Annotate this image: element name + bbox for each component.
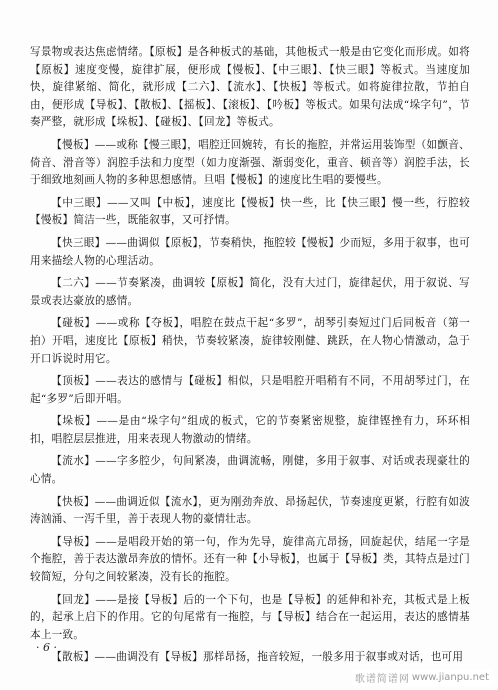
watermark-url: www.jianpu.net: [411, 672, 489, 683]
paragraph-ding-ban: 【顶板】——表达的感情与【碰板】相似，只是唱腔开唱稍有不同，不用胡琴过门，在起“多罗”后即开唱。: [30, 375, 470, 405]
watermark: [352, 669, 492, 686]
main-text: [30, 44, 470, 672]
paragraph-duo-ban: 【垛板】——是由“垛字句”组成的板式，它的节奏紧密规整，旋律铿挫有力，环环相扣，唱腔层层推进，用来表现人物激动的情绪。: [30, 415, 470, 445]
watermark-cn: 歌谱简谱网: [354, 674, 410, 685]
paragraph-hui-long: 【回龙】——是接【导板】后的一个下句，也是【导板】的延伸和补充，其板式是上板的，起承上启下的作用。它的句尾常有一拖腔，与【导板】结合在一起运用，表达的感情基本上一致。: [30, 593, 470, 641]
paragraph-er-liu: 【二六】——节奏紧凑，曲调较【原板】简化，没有大过门，旋律起伏，用于叙说、写景或表达豪放的感情。: [30, 277, 470, 307]
paragraph-man-ban: 【慢板】——或称【慢三眼】，唱腔迂回婉转，有长的拖腔，并常运用装饰型（如颤音、倚音、滑音等）润腔手法和力度型（如力度渐强、渐弱变化，重音、顿音等）润腔手法，长于细致地刻画人物的多种思想感情。旦唱【慢板】的速度比生唱的要慢些。: [30, 138, 470, 187]
paragraph-kuai-san-yan: 【快三眼】——曲调似【原板】，节奏稍快，拖腔较【慢板】少而短，多用于叙事，也可用来描绘人物的心理活动。: [30, 236, 470, 267]
paragraph-kuai-ban: 【快板】——曲调近似【流水】，更为刚劲奔放、昂扬起伏，节奏速度更紧，行腔有如波涛汹涌、一泻千里，善于表现人物的豪情壮志。: [30, 495, 470, 526]
paragraph-dao-ban: 【导板】——是唱段开始的第一句，作为先导，旋律高亢昂扬，回旋起伏，结尾一字是个拖腔，善于表达激昂奔放的情怀。还有一种【小导板】，也属于【导板】类，其特点是过门较简短，分句之间较紧凑，没有长的拖腔。: [30, 535, 470, 584]
paragraph-liu-shui: 【流水】——字多腔少，句间紧凑，曲调流畅，刚健，多用于叙事、对话或表现豪壮的心情。: [30, 455, 470, 486]
paragraph-zhong-san-yan: 【中三眼】——又叫【中板】，速度比【慢板】快一些，比【快三眼】慢一些，行腔较【慢板】简洁一些，既能叙事，又可抒情。: [30, 196, 470, 227]
paragraph-intro: 写景物或表达焦虑情绪。【原板】是各种板式的基础，其他板式一般是由它变化而形成。如将【原板】速度变慢，旋律扩展，便形成【慢板】、【中三眼】、【快三眼】等板式。当速度加快，旋律紧缩、简化，就形成【二六】、【流水】、【快板】等板式。如将旋律拉散，节拍自由，便形成【导板】、【散板】、【摇板】、【滚板】、【吟板】等板式。如果句法成“垛字句”，节奏严整，就形成【垛板】、【碰板】、【回龙】等板式。: [30, 46, 470, 129]
paragraph-san-ban: 【散板】——曲调没有【导板】那样昂扬，拖音较短，一般多用于叙事或对话，也可用: [51, 651, 464, 664]
paragraph-peng-ban: 【碰板】——或称【夺板】，唱腔在鼓点干起“多罗”，胡琴引奏短过门后同板音（第一拍）开唱，速度比【原板】稍快，节奏较紧凑，旋律较刚健、跳跃，在人物心情激动，急于开口诉说时用它。: [30, 317, 470, 365]
page-number: · 6 ·: [36, 641, 57, 654]
